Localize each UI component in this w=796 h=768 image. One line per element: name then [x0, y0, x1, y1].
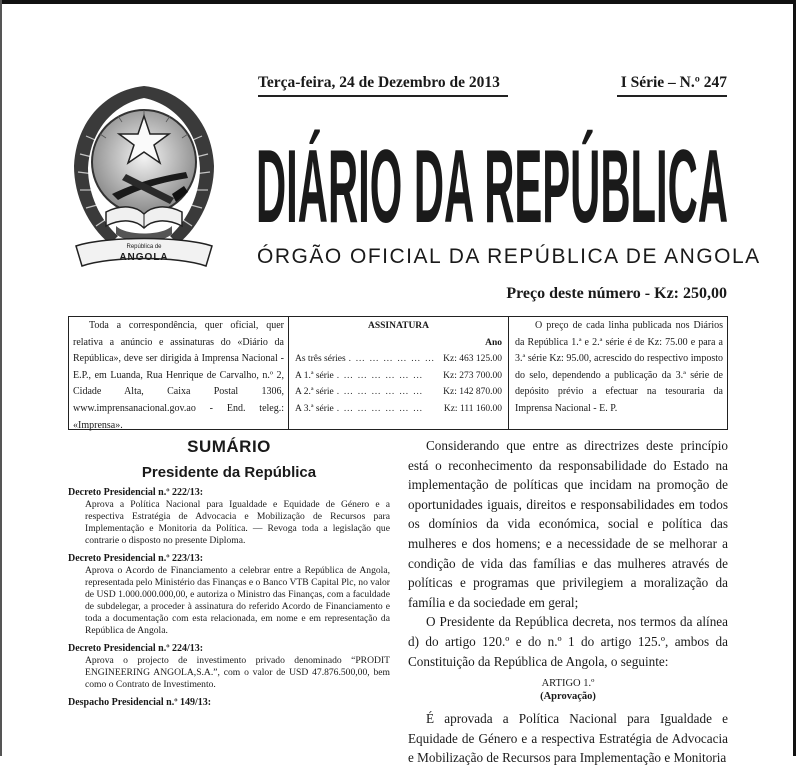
- subscription-value: Kz: 111 160.00: [443, 403, 502, 414]
- sumario-item-title: Despacho Presidencial n.º 149/13:: [68, 697, 212, 708]
- article-subtitle: (Aprovação): [540, 691, 596, 703]
- subscription-label: A 3.ª série: [295, 403, 334, 414]
- sumario-item: [68, 487, 390, 547]
- subscription-leader-dots: . … … … … … …: [348, 354, 436, 365]
- subscription-label: As três séries: [295, 354, 346, 365]
- paragraph-considerando: Considerando que entre as directrizes deste princípio está o reconhecimento da responsabilidade do Estado na implementação de políticas que incidam na promoção de oportunidades iguais, direitos e responsabilidades em todos os domínios da vida económica, social e política das mulheres e dos homens; e a necessidade de se melhorar a condição de vida das famílias e das mulheres através de políticas e programas que privilegiem a moralização da família e da sociedade em geral;: [408, 438, 728, 610]
- date-underline: [258, 95, 508, 97]
- issue-date: Terça-feira, 24 de Dezembro de 2013: [258, 74, 500, 91]
- subscription-label: A 2.ª série: [295, 387, 334, 398]
- serie-underline: [617, 95, 727, 97]
- sumario-heading: SUMÁRIO: [187, 437, 271, 456]
- subscription-table: [289, 317, 509, 429]
- sumario-item-title: Decreto Presidencial n.º 224/13:: [68, 643, 204, 654]
- subscription-leader-dots: . … … … … … …: [336, 387, 424, 398]
- subscription-value: Kz: 142 870.00: [443, 387, 502, 398]
- emblem-small-text: República de: [126, 244, 162, 250]
- subscription-row: [295, 384, 502, 401]
- page-border-top: [0, 0, 796, 4]
- sumario-item-title: Decreto Presidencial n.º 223/13:: [68, 553, 204, 564]
- sumario-column: [68, 436, 390, 709]
- sumario-item: [68, 697, 390, 709]
- paragraph-decreta: O Presidente da República decreta, nos termos da alínea d) do artigo 120.º e do n.º 1 do artigo 125.º, ambos da Constituição da República de Angola, o seguinte:: [408, 614, 728, 669]
- subscription-row: [295, 368, 502, 385]
- issue-serie: I Série – N.º 247: [620, 74, 727, 91]
- angola-coat-of-arms: [66, 76, 222, 272]
- issue-price: Preço deste número - Kz: 250,00: [506, 285, 727, 302]
- subscription-value: Kz: 463 125.00: [443, 354, 502, 365]
- correspondence-note: Toda a correspondência, quer oficial, quer relativa a anúncio e assinaturas do «Diário da República», deve ser dirigida à Imprensa Nacional - E.P., em Luanda, Rua Henrique de Carvalho, n.º 2, Cidade Alta, Caixa Postal 1306, www.imprensanacional.gov.ao - End. teleg.: «Imprensa».: [69, 317, 289, 429]
- sumario-item: [68, 553, 390, 637]
- sumario-item-title: Decreto Presidencial n.º 222/13:: [68, 487, 204, 498]
- pricing-note: O preço de cada linha publicada nos Diários da República 1.ª e 2.ª série é de Kz: 75.00 e para a 3.ª série Kz: 95.00, acrescido do respectivo imposto do selo, dependendo a publicação da 3.ª série de depósito prévio a efectuar na tesouraria da Imprensa Nacional - E. P.: [515, 320, 723, 414]
- masthead-title-text: DIÁRIO DA REPÚBLICA: [256, 129, 728, 245]
- paragraph-article-1: É aprovada a Política Nacional para Igualdade e Equidade de Género e a respectiva Estratégia de Advocacia e Mobilização de Recursos para Implementação e Monitoria: [408, 711, 728, 766]
- sumario-item-summary: Aprova o projecto de investimento privado denominado “PRODIT ENGINEERING ANGOLA,S.A.”, com o valor de USD 47.876.500,00, bem como o Contrato de Investimento.: [85, 655, 390, 690]
- subscription-title: ASSINATURA: [367, 321, 430, 331]
- masthead-title: [256, 122, 730, 245]
- decree-text-column: [408, 436, 728, 768]
- subscription-leader-dots: . … … … … … …: [336, 370, 424, 381]
- subscription-row: [295, 401, 502, 418]
- page-border-left: [0, 0, 2, 756]
- sumario-item: [68, 643, 390, 691]
- emblem-angola-text: ANGOLA: [119, 252, 169, 263]
- subscription-label: A 1.ª série: [295, 370, 334, 381]
- sumario-item-summary: Aprova o Acordo de Financiamento a celebrar entre a República de Angola, representada pelo Ministério das Finanças e o Banco VTB Capital Plc, no valor de USD 1.000.000.000,00, e autoriza o Ministro das Finanças, com a faculdade de subdelegar, a proceder à assinatura do referido Acordo de Financiamento e toda a documentação com esta relacionada, em nome e em representação da República de Angola.: [85, 565, 390, 636]
- info-box: [68, 316, 728, 430]
- article-label: ARTIGO 1.º: [541, 678, 595, 690]
- subscription-value: Kz: 273 700.00: [443, 370, 502, 381]
- masthead-subtitle: ÓRGÃO OFICIAL DA REPÚBLICA DE ANGOLA: [257, 245, 761, 268]
- sumario-item-summary: Aprova a Política Nacional para Igualdade e Equidade de Género e a respectiva Estratégia de Advocacia e Mobilização de Recursos para Implementação e Monitoria da Política. — Revoga toda a legislação que contrarie o disposto no presente Diploma.: [85, 499, 390, 546]
- subscription-leader-dots: . … … … … … …: [336, 403, 424, 414]
- coat-of-arms-icon: [66, 76, 222, 272]
- sumario-section-heading: Presidente da República: [141, 464, 317, 481]
- subscription-year-label: Ano: [485, 337, 502, 348]
- subscription-row: [295, 351, 502, 368]
